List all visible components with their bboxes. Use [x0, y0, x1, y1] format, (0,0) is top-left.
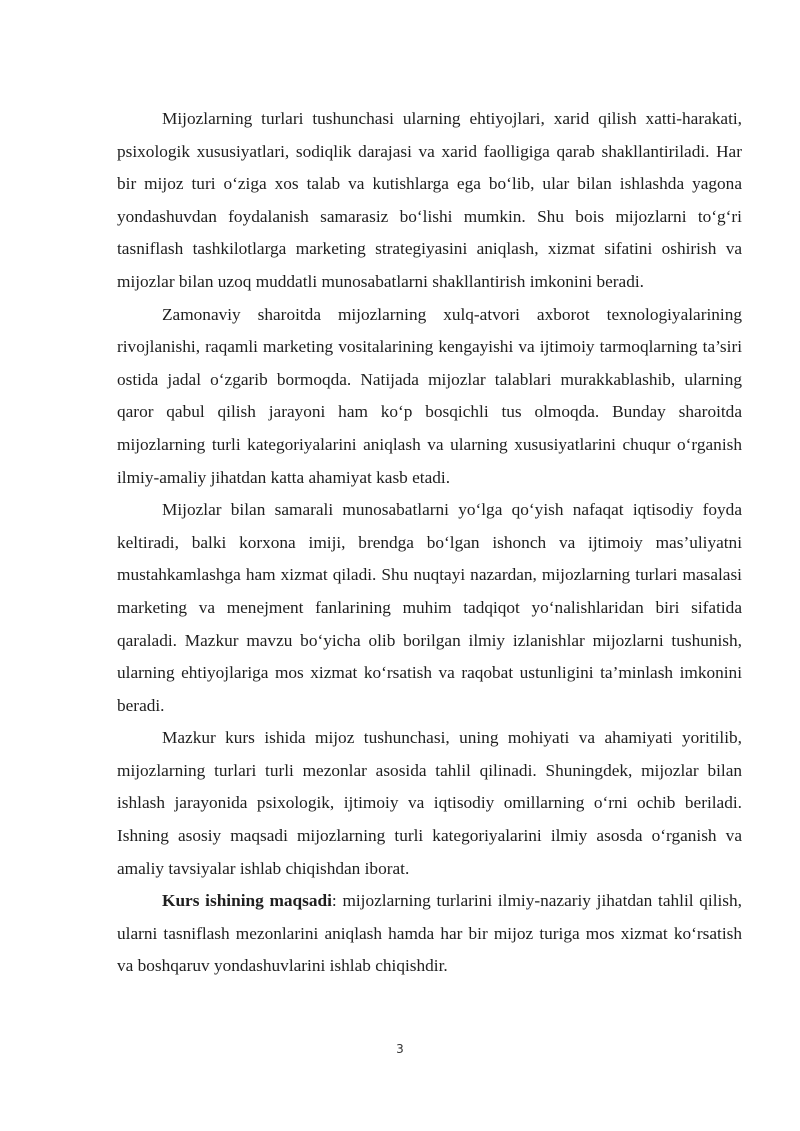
paragraph-modern-conditions: Zamonaviy sharoitda mijozlarning xulq-atvori axborot texnologiyalarining rivojlanishi, raqamli marketing vositalarining kengayishi va ijtimoiy tarmoqlarning ta’siri ostida jadal o‘zgarib bormoqda. Natijada mijozlar talablari murakkablashib, ularning qaror qabul qilish jarayoni ham ko‘p bosqichli tus olmoqda. Bunday sharoitda mijozlarning turli kategoriyalarini aniqlash va ularning xususiyatlarini chuqur o‘rganish ilmiy-amaliy jihatdan katta ahamiyat kasb etadi. [117, 304, 742, 487]
goal-heading: Kurs ishining maqsadi [162, 891, 332, 911]
paragraph-customer-types-concept: Mijozlarning turlari tushunchasi ularning ehtiyojlari, xarid qilish xatti-harakati, psixologik xususiyatlari, sodiqlik darajasi va xarid faolligiga qarab shakllantiriladi. Har bir mijoz turi o‘ziga xos talab va kutishlarga ega bo‘lib, ular bilan ishlashda yagona yondashuvdan foydalanish samarasiz bo‘lishi mumkin. Shu bois mijozlarni to‘g‘ri tasniflash tashkilotlarga marketing strategiyasini aniqlash, xizmat sifatini oshirish va mijozlar bilan uzoq muddatli munosabatlarni shakllantirish imkonini beradi. [117, 109, 742, 291]
goal-text: : mijozlarning turlarini ilmiy-nazariy jihatdan tahlil qilish, ularni tasniflash mezonlarini aniqlash hamda har bir mijoz turiga mos xizmat ko‘rsatish va boshqaruv yondashuvlarini ishlab chiqishdir. [117, 891, 742, 976]
paragraph-course-goal [117, 885, 742, 983]
page-number: 3 [396, 1042, 404, 1056]
body-text [117, 103, 742, 983]
paragraph-course-work-scope: Mazkur kurs ishida mijoz tushunchasi, uning mohiyati va ahamiyati yoritilib, mijozlarning turlari turli mezonlar asosida tahlil qilinadi. Shuningdek, mijozlar bilan ishlash jarayonida psixologik, ijtimoiy va iqtisodiy omillarning o‘rni ochib beriladi. Ishning asosiy maqsadi mijozlarning turli kategoriyalarini ilmiy asosda o‘rganish va amaliy tavsiyalar ishlab chiqishdan iborat. [117, 728, 742, 878]
paragraph-effective-relations: Mijozlar bilan samarali munosabatlarni yo‘lga qo‘yish nafaqat iqtisodiy foyda keltiradi, balki korxona imiji, brendga bo‘lgan ishonch va ijtimoiy mas’uliyatni mustahkamlashga ham xizmat qiladi. Shu nuqtayi nazardan, mijozlarning turlari masalasi marketing va menejment fanlarining muhim tadqiqot yo‘nalishlaridan biri sifatida qaraladi. Mazkur mavzu bo‘yicha olib borilgan ilmiy izlanishlar mijozlarni tushunish, ularning ehtiyojlariga mos xizmat ko‘rsatish va raqobat ustunligini ta’minlash imkonini beradi. [117, 500, 742, 715]
